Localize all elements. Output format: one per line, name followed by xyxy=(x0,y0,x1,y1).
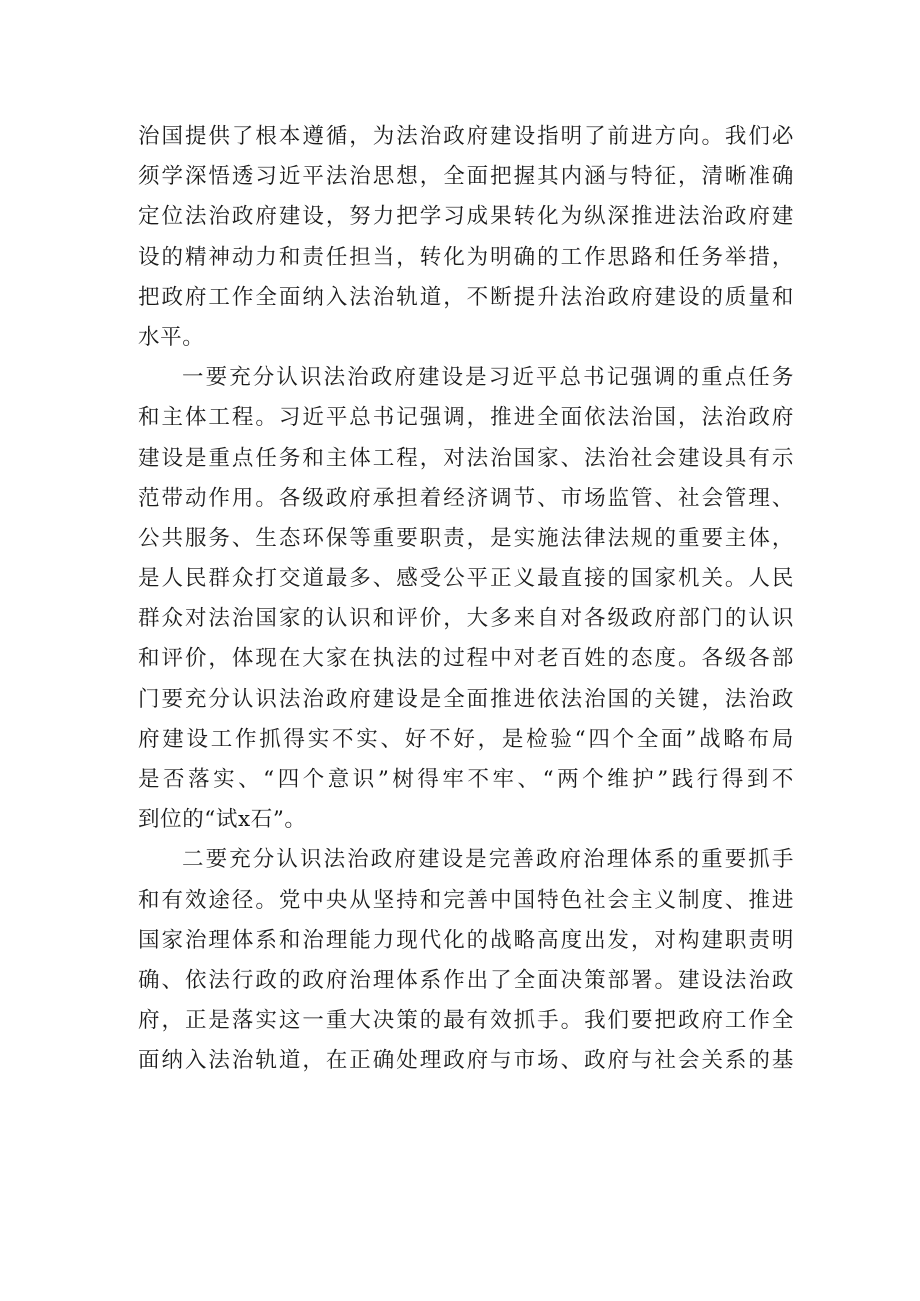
text-line: 面纳入法治轨道，在正确处理政府与市场、政府与社会关系的基 xyxy=(138,1048,794,1074)
text-line: 一要充分认识法治政府建设是习近平总书记强调的重点任务 xyxy=(182,365,794,391)
text-line: 确、依法行政的政府治理体系作出了全面决策部署。建设法治政 xyxy=(138,967,794,993)
text-line: 建设是重点任务和主体工程，对法治国家、法治社会建设具有示 xyxy=(138,445,794,471)
text-line: 公共服务、生态环保等重要职责，是实施法律法规的重要主体， xyxy=(138,525,794,551)
text-line: 把政府工作全面纳入法治轨道，不断提升法治政府建设的质量和 xyxy=(138,284,794,310)
text-line: 是人民群众打交道最多、感受公平正义最直接的国家机关。人民 xyxy=(138,566,794,592)
text-line: 是否落实、“四个意识”树得牢不牢、“两个维护”践行得到不 xyxy=(138,767,794,792)
text-line: 到位的“试x石”。 xyxy=(138,807,307,833)
text-line: 水平。 xyxy=(138,324,205,350)
text-line: 和有效途径。党中央从坚持和完善中国特色社会主义制度、推进 xyxy=(138,887,794,913)
text-line: 群众对法治国家的认识和评价，大多来自对各级政府部门的认识 xyxy=(138,606,794,632)
text-line: 门要充分认识法治政府建设是全面推进依法治国的关键，法治政 xyxy=(138,686,794,712)
text-line: 范带动作用。各级政府承担着经济调节、市场监管、社会管理、 xyxy=(138,485,794,511)
text-line: 府，正是落实这一重大决策的最有效抓手。我们要把政府工作全 xyxy=(138,1008,794,1034)
text-line: 二要充分认识法治政府建设是完善政府治理体系的重要抓手 xyxy=(182,847,794,873)
text-line: 治国提供了根本遵循，为法治政府建设指明了前进方向。我们必 xyxy=(138,124,794,149)
text-line: 须学深悟透习近平法治思想，全面把握其内涵与特征，清晰准确 xyxy=(138,164,794,190)
text-line: 定位法治政府建设，努力把学习成果转化为纵深推进法治政府建 xyxy=(138,204,794,230)
paragraph-point-one xyxy=(138,358,794,840)
text-line: 设的精神动力和责任担当，转化为明确的工作思路和任务举措， xyxy=(138,244,794,270)
text-line: 国家治理体系和治理能力现代化的战略高度出发，对构建职责明 xyxy=(138,927,794,953)
paragraph-intro xyxy=(138,117,794,358)
text-line: 和评价，体现在大家在执法的过程中对老百姓的态度。各级各部 xyxy=(138,646,794,672)
text-line: 府建设工作抓得实不实、好不好，是检验“四个全面”战略布局 xyxy=(138,726,794,752)
text-line: 和主体工程。习近平总书记强调，推进全面依法治国，法治政府 xyxy=(138,405,794,431)
paragraph-point-two xyxy=(138,840,794,1081)
document-body xyxy=(138,117,794,1082)
